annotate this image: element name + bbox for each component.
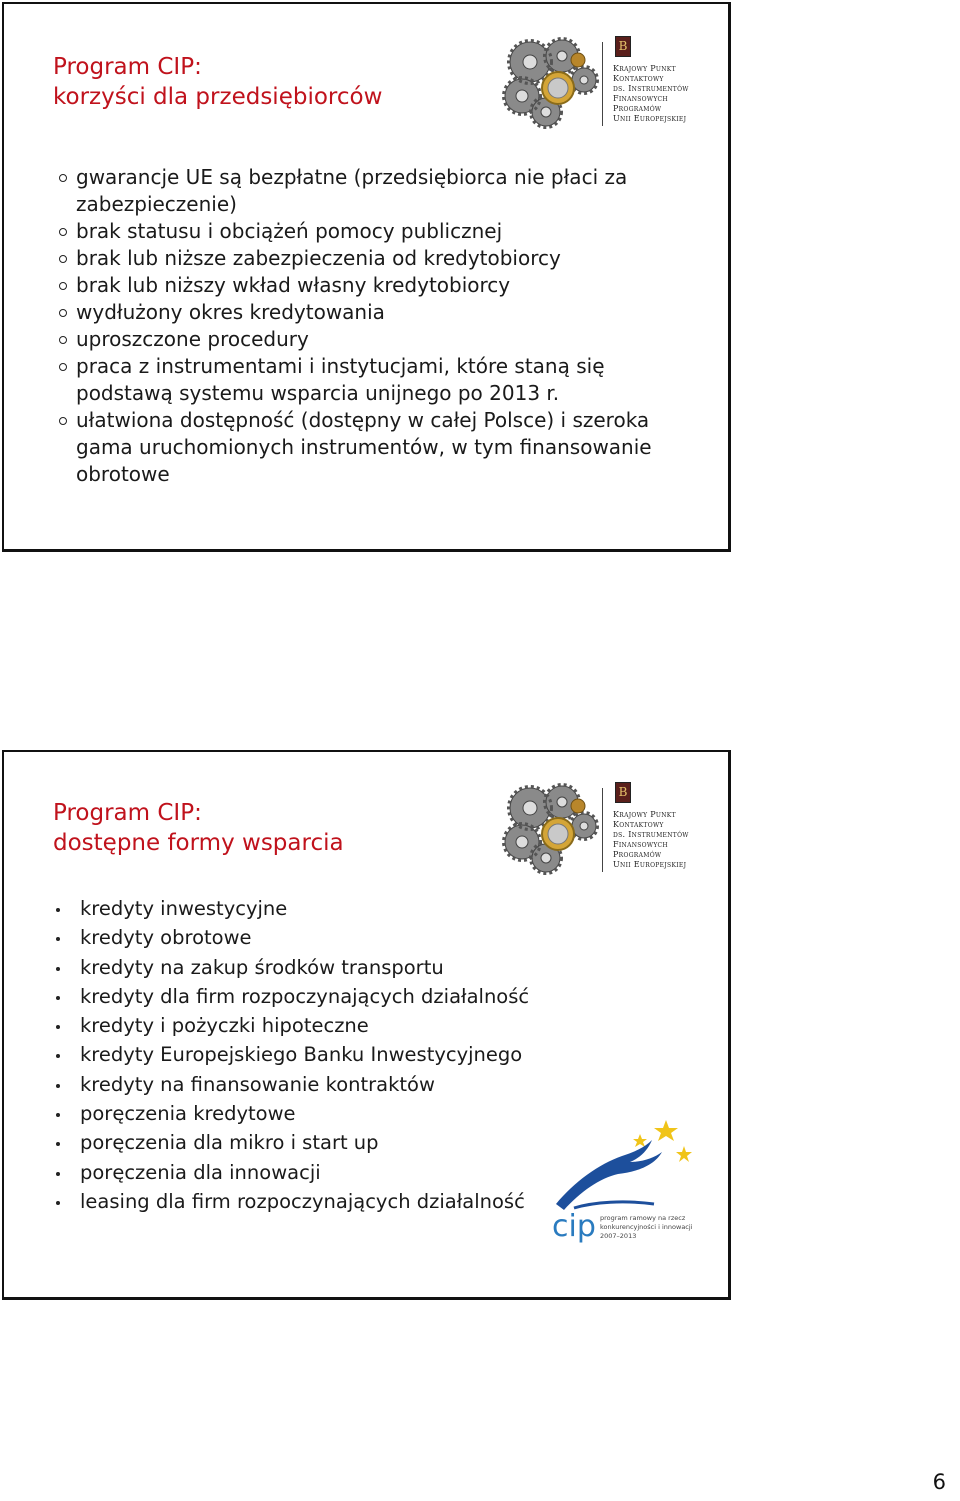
list-item: kredyty na zakup środków transportu [53, 956, 533, 980]
crest-icon: B [615, 36, 631, 57]
cip-logo [544, 1112, 694, 1252]
list-item: brak lub niższe zabezpieczenia od kredytobiorcy [56, 245, 666, 272]
kpk-logo-text: Krajowy Punkt Kontaktowy ds. Instrumentów Finansowych Programów Unii Europejskiej [613, 810, 689, 869]
slide-support-forms [2, 750, 731, 1300]
list-item: kredyty Europejskiego Banku Inwestycyjnego [53, 1043, 533, 1067]
stars-icon [633, 1120, 692, 1162]
benefits-list [56, 164, 666, 488]
list-item: kredyty dla firm rozpoczynających działalność [53, 985, 533, 1009]
list-item: kredyty inwestycyjne [53, 897, 533, 921]
list-item: brak lub niższy wkład własny kredytobiorcy [56, 272, 666, 299]
list-item: kredyty obrotowe [53, 926, 533, 950]
svg-text:program ramowy na rzecz: program ramowy na rzecz [600, 1214, 686, 1222]
list-item: gwarancje UE są bezpłatne (przedsiębiorca nie płaci za zabezpieczenie) [56, 164, 666, 218]
list-item: kredyty i pożyczki hipoteczne [53, 1014, 533, 1038]
list-item: praca z instrumentami i instytucjami, które staną się podstawą systemu wsparcia unijnego po 2013 r. [56, 353, 666, 407]
logo-divider [602, 788, 603, 872]
support-forms-list [53, 897, 533, 1219]
cip-wordmark: cip [552, 1209, 596, 1244]
title-line-2: korzyści dla przedsiębiorców [53, 84, 383, 110]
slide-benefits [2, 2, 731, 552]
list-item: poręczenia kredytowe [53, 1102, 533, 1126]
kpk-logo [599, 782, 704, 878]
title-line-2: dostępne formy wsparcia [53, 830, 344, 856]
list-item: kredyty na finansowanie kontraktów [53, 1073, 533, 1097]
gears-coin-logo [500, 780, 604, 876]
crest-icon: B [615, 782, 631, 803]
list-item: poręczenia dla innowacji [53, 1161, 533, 1185]
page-number: 6 [932, 1470, 946, 1494]
kpk-logo [599, 36, 704, 132]
slide-title [53, 52, 382, 112]
list-item: brak statusu i obciążeń pomocy publicznej [56, 218, 666, 245]
antelope-icon [556, 1140, 662, 1210]
svg-text:2007–2013: 2007–2013 [600, 1232, 637, 1240]
kpk-logo-text: Krajowy Punkt Kontaktowy ds. Instrumentów Finansowych Programów Unii Europejskiej [613, 64, 689, 123]
svg-text:konkurencyjności i innowacji: konkurencyjności i innowacji [600, 1223, 693, 1231]
logo-divider [602, 42, 603, 126]
list-item: ułatwiona dostępność (dostępny w całej Polsce) i szeroka gama uruchomionych instrumentów, w tym finansowanie obrotowe [56, 407, 666, 488]
list-item: poręczenia dla mikro i start up [53, 1131, 533, 1155]
slide-title [53, 798, 344, 858]
list-item: uproszczone procedury [56, 326, 666, 353]
title-line-1: Program CIP: [53, 800, 202, 826]
title-line-1: Program CIP: [53, 54, 202, 80]
gears-coin-logo [500, 34, 604, 130]
list-item: wydłużony okres kredytowania [56, 299, 666, 326]
list-item: leasing dla firm rozpoczynających działalność [53, 1190, 533, 1214]
